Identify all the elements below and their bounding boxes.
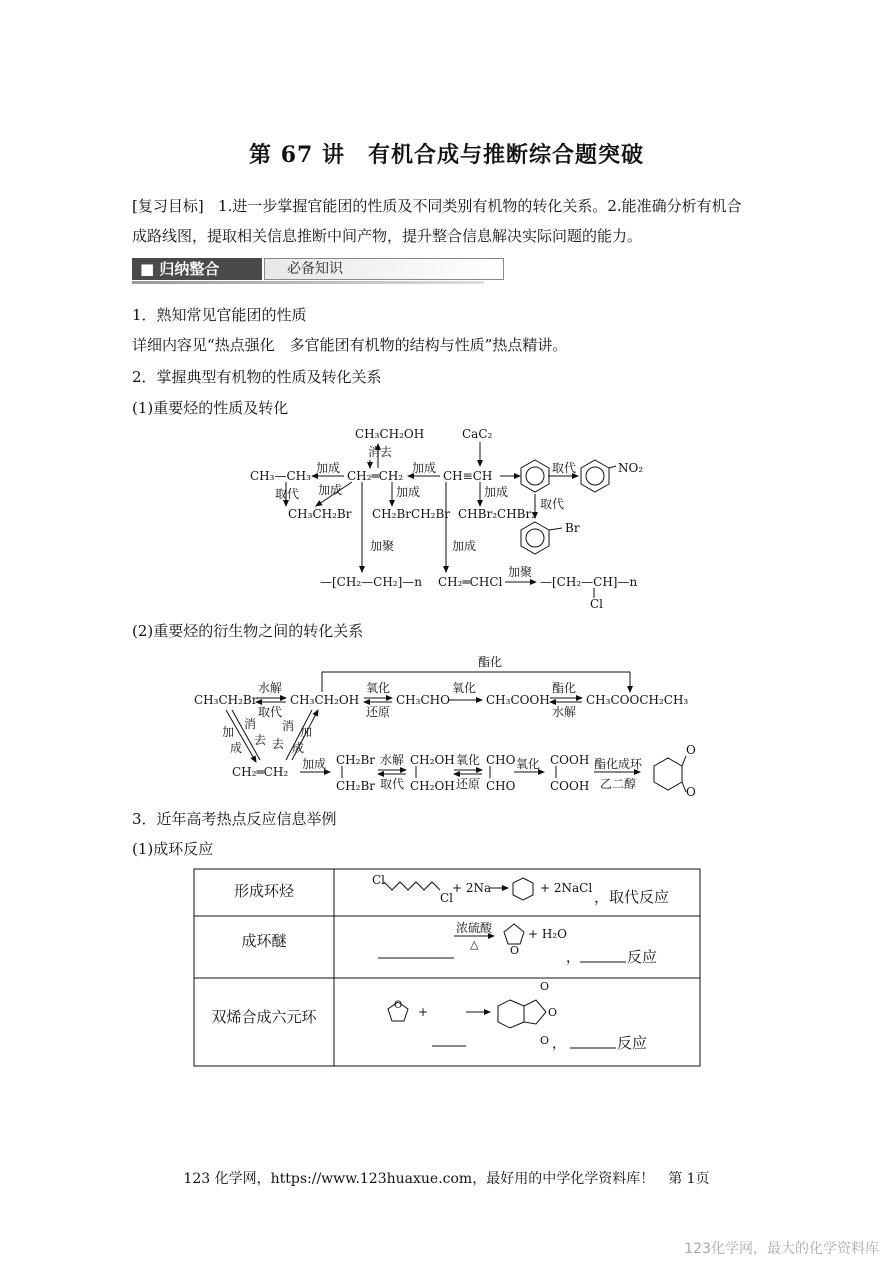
d1-jiacheng4: 加成 <box>396 485 421 499</box>
section-banner <box>132 257 484 283</box>
row3-comma: ， <box>552 1036 566 1052</box>
watermark: 123化学网，最大的化学资料库 <box>684 1241 879 1257</box>
section-2-title: 2．掌握典型有机物的性质及转化关系 <box>132 368 382 386</box>
section-3-title: 3．近年高考热点反应信息举例 <box>132 810 337 828</box>
d2-zhihua-top: 酯化 <box>478 655 503 669</box>
d1-quda2: 取代 <box>275 487 300 501</box>
row3-o1: O <box>394 1000 403 1011</box>
d2-cooh-top: COOH <box>550 753 590 767</box>
d1-jiacheng6: 加成 <box>452 539 477 553</box>
row2-ring <box>504 924 524 944</box>
row1-type: ，取代反应 <box>594 888 670 906</box>
d1-jiacheng3: 加成 <box>318 483 343 497</box>
row2-label: 成环醚 <box>241 932 287 950</box>
d2-xiao2: 消 <box>282 719 295 733</box>
d1-xiaoqu: 消去 <box>368 445 393 459</box>
derivative-diagram <box>0 648 893 808</box>
objective-text1: 1.进一步掌握官能团的性质及不同类别有机物的转化关系。2.能准确分析有机合 <box>218 197 742 215</box>
d2-xiao: 消 <box>244 717 257 731</box>
d2-shuijie: 水解 <box>258 681 283 695</box>
d2-zhihuacheng: 酯化成环 <box>594 757 643 771</box>
d1-ethyne: CH≡CH <box>443 469 493 483</box>
row2-o: O <box>510 944 520 957</box>
d2-cheng: 成 <box>230 741 243 755</box>
d2-yanghua3: 氧化 <box>456 753 481 767</box>
d2-cooh-bot: COOH <box>550 779 590 793</box>
section-1-title: 1．熟知常见官能团的性质 <box>132 306 307 324</box>
row3-adduct <box>498 1000 524 1028</box>
d1-no2: NO₂ <box>618 461 644 475</box>
d1-pvc: —[CH₂—CH]—n <box>540 575 638 589</box>
row1-chain <box>384 882 440 890</box>
d1-jiacheng1: 加成 <box>316 461 341 475</box>
d2-ch2oh-top: CH₂OH <box>410 753 455 767</box>
row3-type: 反应 <box>617 1034 648 1052</box>
d1-vinylcl: CH₂═CHCl <box>438 575 503 589</box>
hydrocarbon-diagram <box>0 420 893 620</box>
d2-quda: 取代 <box>258 705 283 719</box>
row3-plus: + <box>418 1005 429 1019</box>
d2-jiacheng: 加成 <box>302 757 327 771</box>
d1-jiacheng5: 加成 <box>484 485 509 499</box>
row2-cond1: 浓硫酸 <box>456 921 493 935</box>
d2-cheng2: 成 <box>292 741 305 755</box>
d2-jia: 加 <box>222 725 235 739</box>
d2-yanghua1: 氧化 <box>366 681 391 695</box>
row2-type: 反应 <box>627 948 658 966</box>
d1-bromoethane: CH₃CH₂Br <box>288 507 352 521</box>
d2-ethene: CH₂═CH₂ <box>232 765 289 779</box>
d2-acid: CH₃COOH <box>486 693 550 707</box>
row3-anhydride <box>524 1000 546 1024</box>
row3-label: 双烯合成六元环 <box>211 1008 317 1026</box>
d1-jiaju2: 加聚 <box>508 565 533 579</box>
section-2-sub1: (1)重要烃的性质及转化 <box>132 399 289 417</box>
d1-quda3: 取代 <box>540 497 565 511</box>
d1-cl: Cl <box>590 597 604 611</box>
row1-plus2na: + 2Na <box>452 881 492 895</box>
d2-acetaldehyde: CH₃CHO <box>396 693 450 707</box>
d2-huanyuan1: 还原 <box>366 705 391 719</box>
d2-ester: CH₃COOCH₂CH₃ <box>586 693 689 707</box>
d1-jiacheng2: 加成 <box>412 461 437 475</box>
row1-cl-bot: Cl <box>440 891 454 905</box>
banner-sub: 必备知识 <box>264 258 504 280</box>
reaction-table <box>0 866 893 1070</box>
d2-shuijie2: 水解 <box>552 705 577 719</box>
banner-underline <box>132 281 484 284</box>
d1-tetrabromo: CHBr₂CHBr₂ <box>458 507 537 521</box>
row3-o4: O <box>540 1034 550 1047</box>
d2-o2: O <box>686 785 696 799</box>
d1-dibromo: CH₂BrCH₂Br <box>372 507 451 521</box>
objective-line2: 成路线图，提取相关信息推断中间产物，提升整合信息解决实际问题的能力。 <box>132 227 643 245</box>
d2-qu2: 去 <box>272 737 285 751</box>
row1-plus2nacl: + 2NaCl <box>540 881 593 895</box>
d2-zhihua: 酯化 <box>552 681 577 695</box>
d2-yanghua4: 氧化 <box>516 757 541 771</box>
d2-qu: 去 <box>254 733 267 747</box>
d1-ethane: CH₃—CH₃ <box>250 469 311 483</box>
d2-bromoethane: CH₃CH₂Br <box>194 693 258 707</box>
d1-jiaju1: 加聚 <box>370 539 395 553</box>
row1-label: 形成环烃 <box>233 882 295 900</box>
row1-cl-top: Cl <box>372 873 386 887</box>
d2-jia2: 加 <box>300 725 313 739</box>
banner-main: ■ 归纳整合 <box>132 258 262 280</box>
d2-o1: O <box>686 743 696 757</box>
d2-ch2oh-bot: CH₂OH <box>410 779 455 793</box>
d2-yanghua2: 氧化 <box>452 681 477 695</box>
row3-o2: O <box>540 980 550 993</box>
d2-ch2br-bot: CH₂Br <box>336 779 376 793</box>
d2-cho-top: CHO <box>486 753 516 767</box>
d1-ethanol: CH₃CH₂OH <box>355 427 425 441</box>
section-2-sub2: (2)重要烃的衍生物之间的转化关系 <box>132 622 364 640</box>
section-3-sub1: (1)成环反应 <box>132 840 214 858</box>
d1-quda1: 取代 <box>552 461 577 475</box>
d1-br: Br <box>565 521 580 535</box>
d2-yiererchun: 乙二醇 <box>600 777 637 791</box>
page-footer: 123 化学网，https://www.123huaxue.com，最好用的中学化学资料库！ 第 1页 <box>183 1171 710 1187</box>
row1-cyclohexane <box>513 878 533 900</box>
d1-ethene: CH₂═CH₂ <box>347 469 404 483</box>
row2-cond2: △ <box>470 938 479 951</box>
row3-o3: O <box>548 1006 558 1019</box>
d2-quda2: 取代 <box>380 777 405 791</box>
row2-h2o: + H₂O <box>528 927 567 941</box>
d2-ch2br-top: CH₂Br <box>336 753 376 767</box>
section-1-text: 详细内容见“热点强化 多官能团有机物的结构与性质”热点精讲。 <box>132 336 568 354</box>
d2-shuijie3: 水解 <box>380 753 405 767</box>
page-title: 第 67 讲 有机合成与推断综合题突破 <box>249 142 644 168</box>
d1-cac2: CaC₂ <box>462 427 493 441</box>
d2-huanyuan2: 还原 <box>456 777 481 791</box>
row2-comma: ， <box>566 950 580 966</box>
d2-cho-bot: CHO <box>486 779 516 793</box>
d1-pe: —[CH₂—CH₂]—n <box>320 575 423 589</box>
objective-label: [复习目标] <box>132 197 204 215</box>
objective-line1 <box>132 191 742 221</box>
d2-ethanol: CH₃CH₂OH <box>290 693 360 707</box>
